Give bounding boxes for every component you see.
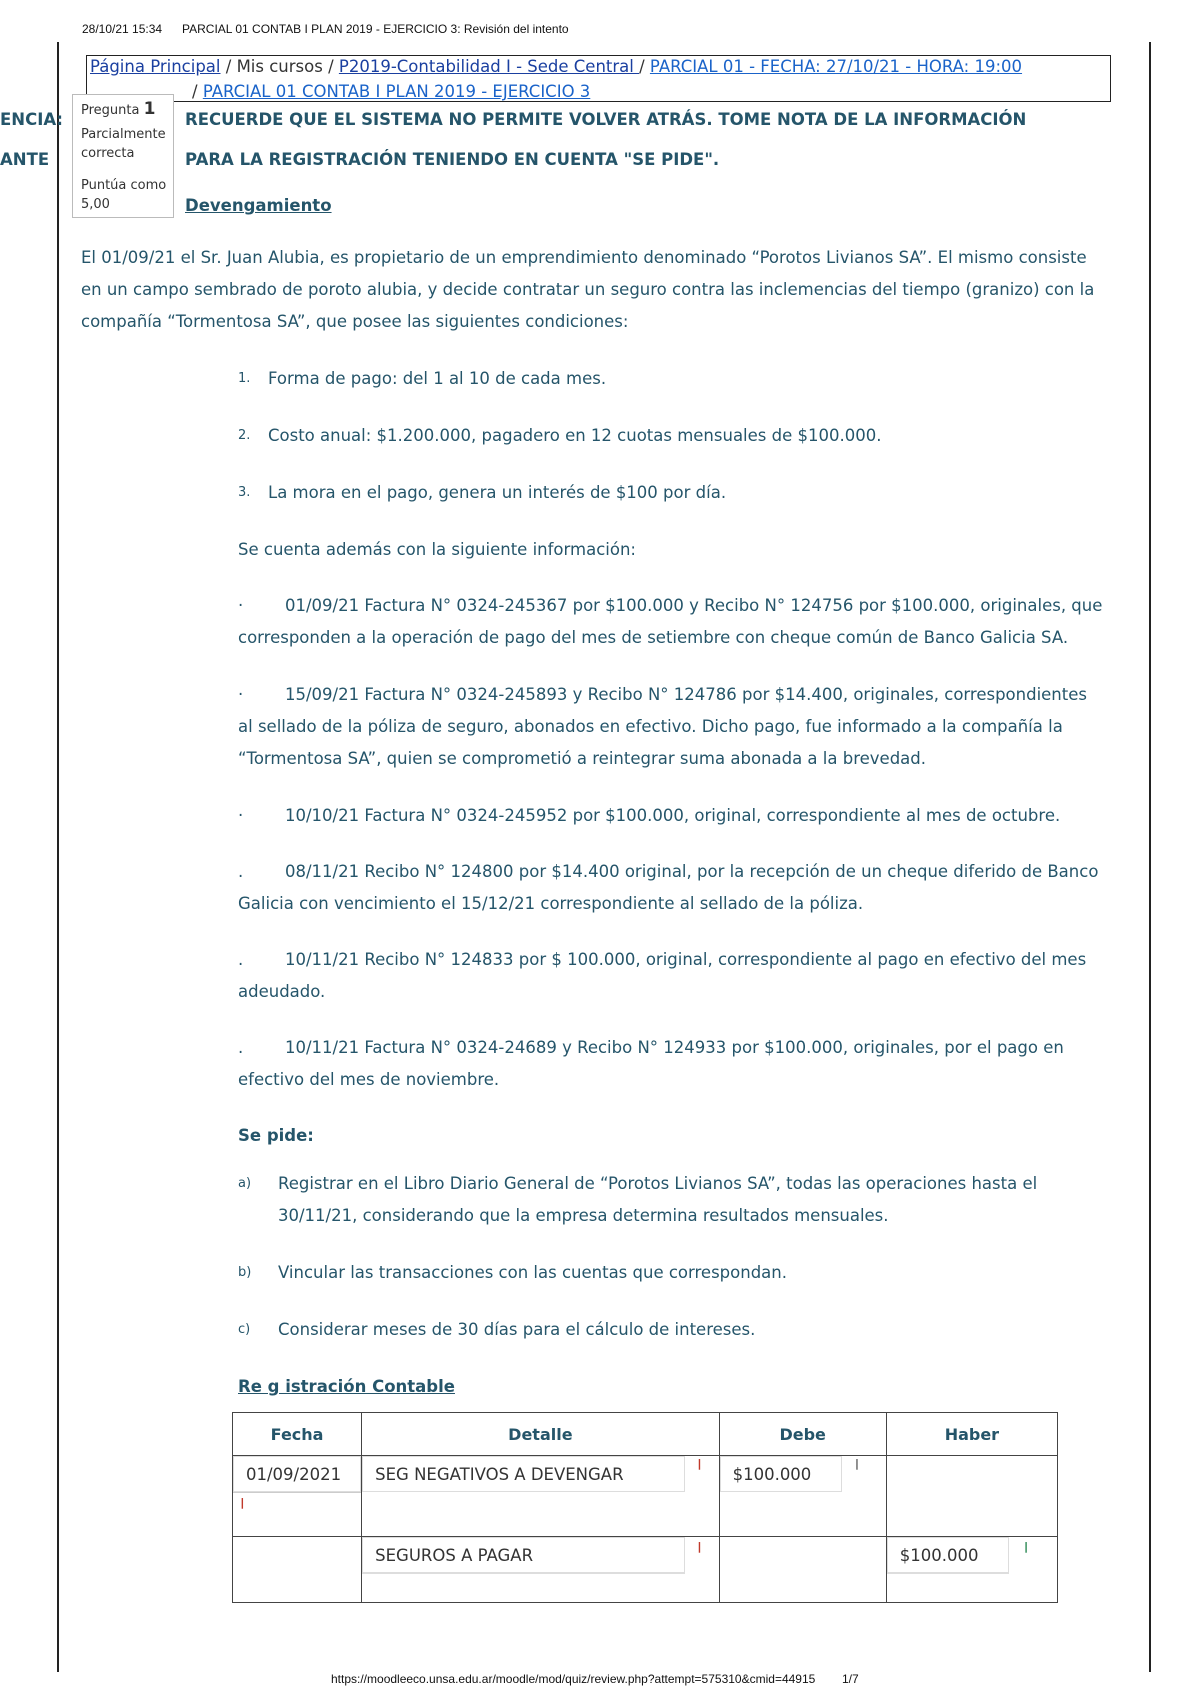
info-heading: Se cuenta además con la siguiente información: [238, 540, 636, 559]
event-bullet: · [238, 806, 244, 825]
left-page-border [57, 42, 59, 1672]
condition-text: Costo anual: $1.200.000, pagadero en 12 cuotas mensuales de $100.000. [268, 426, 882, 445]
fecha-flag-area [233, 1492, 361, 1535]
breadcrumb-line-2 [192, 82, 590, 101]
registration-heading: Re g istración Contable [238, 1377, 455, 1396]
incorrect-flag-icon: ╵ [237, 1499, 248, 1520]
print-title: PARCIAL 01 CONTAB I PLAN 2019 - EJERCICIO 3: Revisión del intento [182, 22, 569, 36]
column-header-debe: Debe [719, 1413, 886, 1456]
event-line: al sellado de la póliza de seguro, abonados en efectivo. Dicho pago, fue informado a la compañía la [238, 717, 1063, 736]
topic-heading: Devengamiento [185, 196, 332, 215]
intro-line-3: compañía “Tormentosa SA”, que posee las siguientes condiciones: [81, 312, 629, 331]
correct-flag-icon: ╵ [1020, 1543, 1032, 1564]
table-row [233, 1537, 1058, 1603]
condition-num: 3. [238, 485, 251, 500]
event-line: 10/11/21 Recibo N° 124833 por $ 100.000, original, correspondiente al pago en efectivo del mes [285, 950, 1087, 969]
question-info-box [72, 94, 174, 218]
footer-page: 1/7 [842, 1672, 859, 1686]
event-line: 08/11/21 Recibo N° 124800 por $14.400 original, por la recepción de un cheque diferido de Banco [285, 862, 1099, 881]
task-line: Registrar en el Libro Diario General de “Porotos Livianos SA”, todas las operaciones hasta el [278, 1174, 1038, 1193]
event-bullet: · [238, 596, 244, 615]
condition-text: La mora en el pago, genera un interés de $100 por día. [268, 483, 727, 502]
table-row [233, 1456, 1058, 1537]
question-label: Pregunta [81, 103, 140, 118]
column-header-haber: Haber [886, 1413, 1057, 1456]
detalle-input[interactable]: SEG NEGATIVOS A DEVENGAR [362, 1456, 685, 1492]
breadcrumb-separator: / Mis cursos / [220, 57, 339, 76]
left-cut-text-1: ENCIA: [0, 110, 64, 129]
haber-extra [887, 1573, 1009, 1600]
footer-url: https://moodleeco.unsa.edu.ar/moodle/mod/quiz/review.php?attempt=575310&cmid=44915 [331, 1672, 816, 1686]
task-num: c) [238, 1322, 251, 1337]
event-bullet: . [238, 950, 244, 969]
fecha-cell[interactable] [233, 1537, 362, 1603]
condition-num: 1. [238, 371, 251, 386]
event-line: 10/11/21 Factura N° 0324-24689 y Recibo N° 124933 por $100.000, originales, por el pago en [285, 1038, 1064, 1057]
event-line: 01/09/21 Factura N° 0324-245367 por $100.000 y Recibo N° 124756 por $100.000, originales, que [285, 596, 1103, 615]
question-state-1: Parcialmente [81, 127, 166, 142]
task-line: 30/11/21, considerando que la empresa determina resultados mensuales. [278, 1206, 889, 1225]
incorrect-flag-icon: ╵ [694, 1543, 705, 1564]
notice-line-1: RECUERDE QUE EL SISTEMA NO PERMITE VOLVER ATRÁS. TOME NOTA DE LA INFORMACIÓN [185, 110, 1027, 129]
event-line: adeudado. [238, 982, 326, 1001]
question-score-label: Puntúa como [81, 178, 167, 193]
column-header-fecha: Fecha [233, 1413, 362, 1456]
event-bullet: . [238, 1038, 244, 1057]
debe-cell[interactable] [719, 1537, 886, 1603]
fecha-input[interactable]: 01/09/2021 [233, 1456, 361, 1492]
breadcrumb-separator-2: / [639, 57, 650, 76]
intro-line-1: El 01/09/21 el Sr. Juan Alubia, es propietario de un emprendimiento denominado “Porotos Livianos SA”. El mismo consiste [81, 248, 1087, 267]
right-page-border [1149, 42, 1151, 1672]
task-num: a) [238, 1176, 252, 1191]
breadcrumb-exercise-link[interactable]: PARCIAL 01 CONTAB I PLAN 2019 - EJERCICIO 3 [202, 82, 591, 101]
breadcrumb-separator-3: / [192, 82, 203, 101]
detalle-input[interactable]: SEGUROS A PAGAR [362, 1537, 685, 1573]
condition-num: 2. [238, 428, 251, 443]
registration-table [232, 1412, 1058, 1603]
event-line: Galicia con vencimiento el 15/12/21 correspondiente al sellado de la póliza. [238, 894, 864, 913]
debe-input[interactable]: $100.000 [720, 1456, 842, 1492]
event-line: efectivo del mes de noviembre. [238, 1070, 500, 1089]
task-line: Vincular las transacciones con las cuentas que correspondan. [278, 1263, 787, 1282]
flag-icon: ╵ [851, 1460, 863, 1481]
event-line: corresponden a la operación de pago del mes de setiembre con cheque común de Banco Galicia SA. [238, 628, 1069, 647]
print-datetime: 28/10/21 15:34 [82, 22, 163, 36]
se-pide-heading: Se pide: [238, 1126, 314, 1145]
task-num: b) [238, 1265, 252, 1280]
haber-input[interactable]: $100.000 [887, 1537, 1009, 1573]
event-line: “Tormentosa SA”, quien se comprometió a reintegrar suma abonada a la brevedad. [238, 749, 926, 768]
question-number: 1 [143, 99, 156, 119]
task-line: Considerar meses de 30 días para el cálculo de intereses. [278, 1320, 756, 1339]
breadcrumb-home-link[interactable]: Página Principal [90, 57, 221, 76]
breadcrumb-quiz-link[interactable]: PARCIAL 01 - FECHA: 27/10/21 - HORA: 19:00 [649, 57, 1023, 76]
breadcrumb-line-1 [90, 57, 1022, 76]
intro-line-2: en un campo sembrado de poroto alubia, y decide contratar un seguro contra las inclemencias del tiempo (granizo) con la [81, 280, 1095, 299]
breadcrumb-course-link[interactable]: P2019-Contabilidad I - Sede Central [338, 57, 640, 76]
question-score-value: 5,00 [81, 197, 110, 212]
event-line: 10/10/21 Factura N° 0324-245952 por $100.000, original, correspondiente al mes de octubre. [285, 806, 1061, 825]
question-state-2: correcta [81, 146, 135, 161]
left-cut-text-2: ANTE [0, 150, 50, 169]
detalle-extra [362, 1573, 685, 1600]
event-line: 15/09/21 Factura N° 0324-245893 y Recibo N° 124786 por $14.400, originales, correspondientes [285, 685, 1087, 704]
notice-line-2: PARA LA REGISTRACIÓN TENIENDO EN CUENTA "SE PIDE". [185, 150, 720, 169]
event-bullet: · [238, 685, 244, 704]
event-bullet: . [238, 862, 244, 881]
incorrect-flag-icon: ╵ [694, 1460, 705, 1481]
column-header-detalle: Detalle [362, 1413, 719, 1456]
condition-text: Forma de pago: del 1 al 10 de cada mes. [268, 369, 607, 388]
